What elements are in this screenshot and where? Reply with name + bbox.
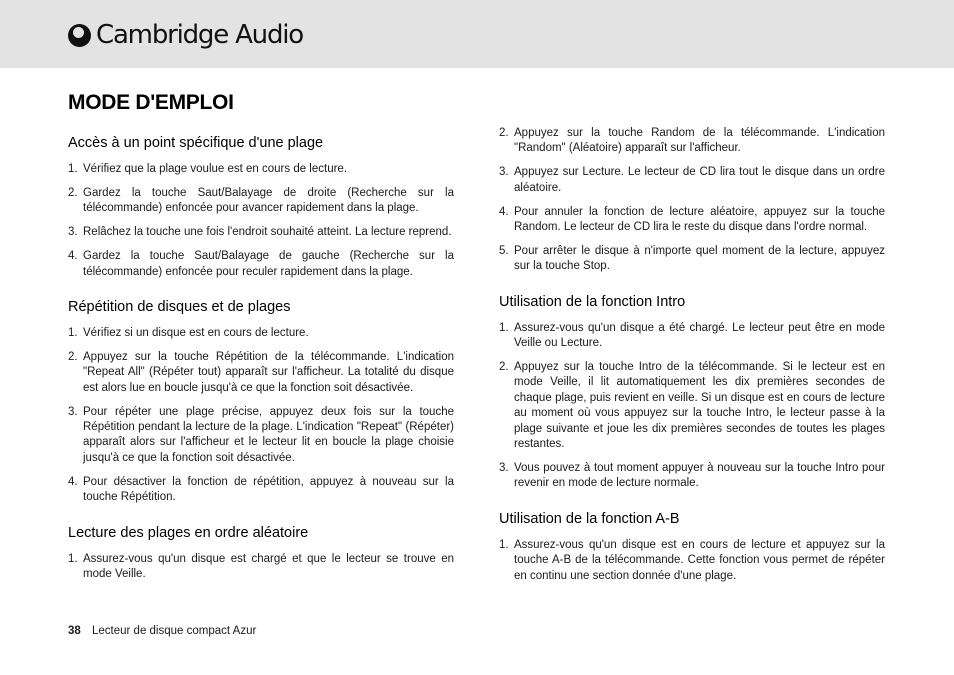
brand-name: Cambridge Audio xyxy=(96,20,303,50)
list-item xyxy=(499,244,885,275)
instruction-section xyxy=(499,509,885,584)
step-text: Vérifiez que la plage voulue est en cours de lecture. xyxy=(83,163,348,175)
brand-logo xyxy=(68,22,303,48)
step-text: Relâchez la touche une fois l'endroit souhaité atteint. La lecture reprend. xyxy=(83,226,452,239)
steps-list xyxy=(499,538,885,584)
step-number: 4. xyxy=(499,205,509,218)
step-number: 1. xyxy=(68,326,78,339)
section-heading: Lecture des plages en ordre aléatoire xyxy=(68,524,309,541)
list-item xyxy=(499,538,885,584)
section-heading: Répétition de disques et de plages xyxy=(68,298,291,315)
list-item xyxy=(68,162,454,177)
step-text: Assurez-vous qu'un disque est en cours de lecture et appuyez sur la touche A-B de la télécommande. Cette fonction vous permet de répéter en continu une section donnée d'une plage. xyxy=(514,538,885,582)
step-number: 1. xyxy=(499,538,509,551)
instruction-section xyxy=(68,133,454,280)
step-text: Vous pouvez à tout moment appuyer à nouveau sur la touche Intro pour revenir en mode de lecture normale. xyxy=(514,462,885,490)
step-text: Appuyez sur la touche Répétition de la télécommande. L'indication "Repeat All" (Répéter tout) apparaît sur l'afficheur. La totalité du disque est alors lue en boucle jusqu'à ce que la fonction soit désactivée. xyxy=(83,350,454,394)
step-number: 3. xyxy=(499,462,509,474)
footer-text: Lecteur de disque compact Azur xyxy=(92,625,257,637)
section-heading: Utilisation de la fonction Intro xyxy=(499,293,686,310)
step-text: Pour arrêter le disque à n'importe quel moment de la lecture, appuyez sur la touche Stop. xyxy=(514,244,885,273)
list-item xyxy=(68,350,454,396)
page-title: MODE D'EMPLOI xyxy=(68,91,234,114)
step-text: Gardez la touche Saut/Balayage de droite (Recherche sur la télécommande) enfoncée pour avancer rapidement dans la plage. xyxy=(83,186,454,215)
step-text: Pour annuler la fonction de lecture aléatoire, appuyez sur la touche Random. Le lecteur de CD lira le reste du disque dans l'ordre normal. xyxy=(514,205,885,234)
step-text: Assurez-vous qu'un disque est chargé et que le lecteur se trouve en mode Veille. xyxy=(83,552,454,580)
section-heading: Accès à un point spécifique d'une plage xyxy=(68,135,324,151)
section-heading: Utilisation de la fonction A-B xyxy=(499,510,680,527)
step-number: 1. xyxy=(68,163,78,175)
list-item xyxy=(499,165,885,196)
step-number: 5. xyxy=(499,244,509,257)
left-column xyxy=(68,133,454,599)
step-text: Appuyez sur la touche Random de la télécommande. L'indication "Random" (Aléatoire) apparaît sur l'afficheur. xyxy=(514,127,885,155)
steps-list xyxy=(499,126,885,275)
list-item xyxy=(499,321,885,352)
list-item xyxy=(499,360,885,452)
header-bar xyxy=(0,0,954,68)
step-text: Appuyez sur la touche Intro de la télécommande. Si le lecteur est en mode Veille, il lit automatiquement les dix premières secondes de chaque plage, puis revient en veille. Si un disque est en cours de lecture au moment où vous appuyez sur la touche Intro, le lecteur passe à la plage suivante et joue les dix premières secondes de toutes les plages restantes. xyxy=(514,361,885,451)
step-number: 3. xyxy=(499,166,509,179)
list-item xyxy=(68,249,454,280)
list-item xyxy=(499,461,885,492)
page-footer xyxy=(68,625,256,637)
list-item xyxy=(68,405,454,467)
step-number: 2. xyxy=(499,127,509,139)
instruction-section xyxy=(499,292,885,492)
list-item xyxy=(68,552,454,583)
step-text: Pour désactiver la fonction de répétition, appuyez à nouveau sur la touche Répétition. xyxy=(83,475,454,504)
step-number: 4. xyxy=(68,250,78,263)
step-text: Appuyez sur Lecture. Le lecteur de CD lira tout le disque dans un ordre aléatoire. xyxy=(514,166,885,194)
step-number: 2. xyxy=(499,361,509,374)
step-text: Gardez la touche Saut/Balayage de gauche (Recherche sur la télécommande) enfoncée pour reculer rapidement dans la plage. xyxy=(83,250,454,278)
instruction-section xyxy=(68,297,454,506)
page-number: 38 xyxy=(68,625,81,637)
step-number: 4. xyxy=(68,475,78,488)
steps-list xyxy=(499,321,885,492)
step-text: Pour répéter une plage précise, appuyez deux fois sur la touche Répétition pendant la lecture de la plage. L'indication "Repeat" (Répéter) apparaît alors sur l'afficheur et le lecteur lit en boucle la plage choisie jusqu'à ce que la fonction soit désactivée. xyxy=(83,405,454,464)
right-column xyxy=(499,127,885,601)
instruction-section xyxy=(499,126,885,275)
list-item xyxy=(68,186,454,217)
instruction-section xyxy=(68,523,454,583)
step-number: 3. xyxy=(68,405,78,418)
step-number: 2. xyxy=(68,350,78,363)
steps-list xyxy=(68,162,454,280)
steps-list xyxy=(68,552,454,583)
step-text: Vérifiez si un disque est en cours de lecture. xyxy=(83,326,309,339)
list-item xyxy=(68,225,454,240)
step-text: Assurez-vous qu'un disque a été chargé. Le lecteur peut être en mode Veille ou Lecture. xyxy=(514,321,885,350)
step-number: 3. xyxy=(68,226,78,239)
step-number: 2. xyxy=(68,186,78,199)
step-number: 1. xyxy=(499,321,509,334)
list-item xyxy=(68,475,454,506)
step-number: 1. xyxy=(68,552,78,565)
list-item xyxy=(499,205,885,236)
list-item xyxy=(499,126,885,157)
list-item xyxy=(68,326,454,341)
cambridge-audio-logo-icon xyxy=(68,24,91,47)
steps-list xyxy=(68,326,454,506)
